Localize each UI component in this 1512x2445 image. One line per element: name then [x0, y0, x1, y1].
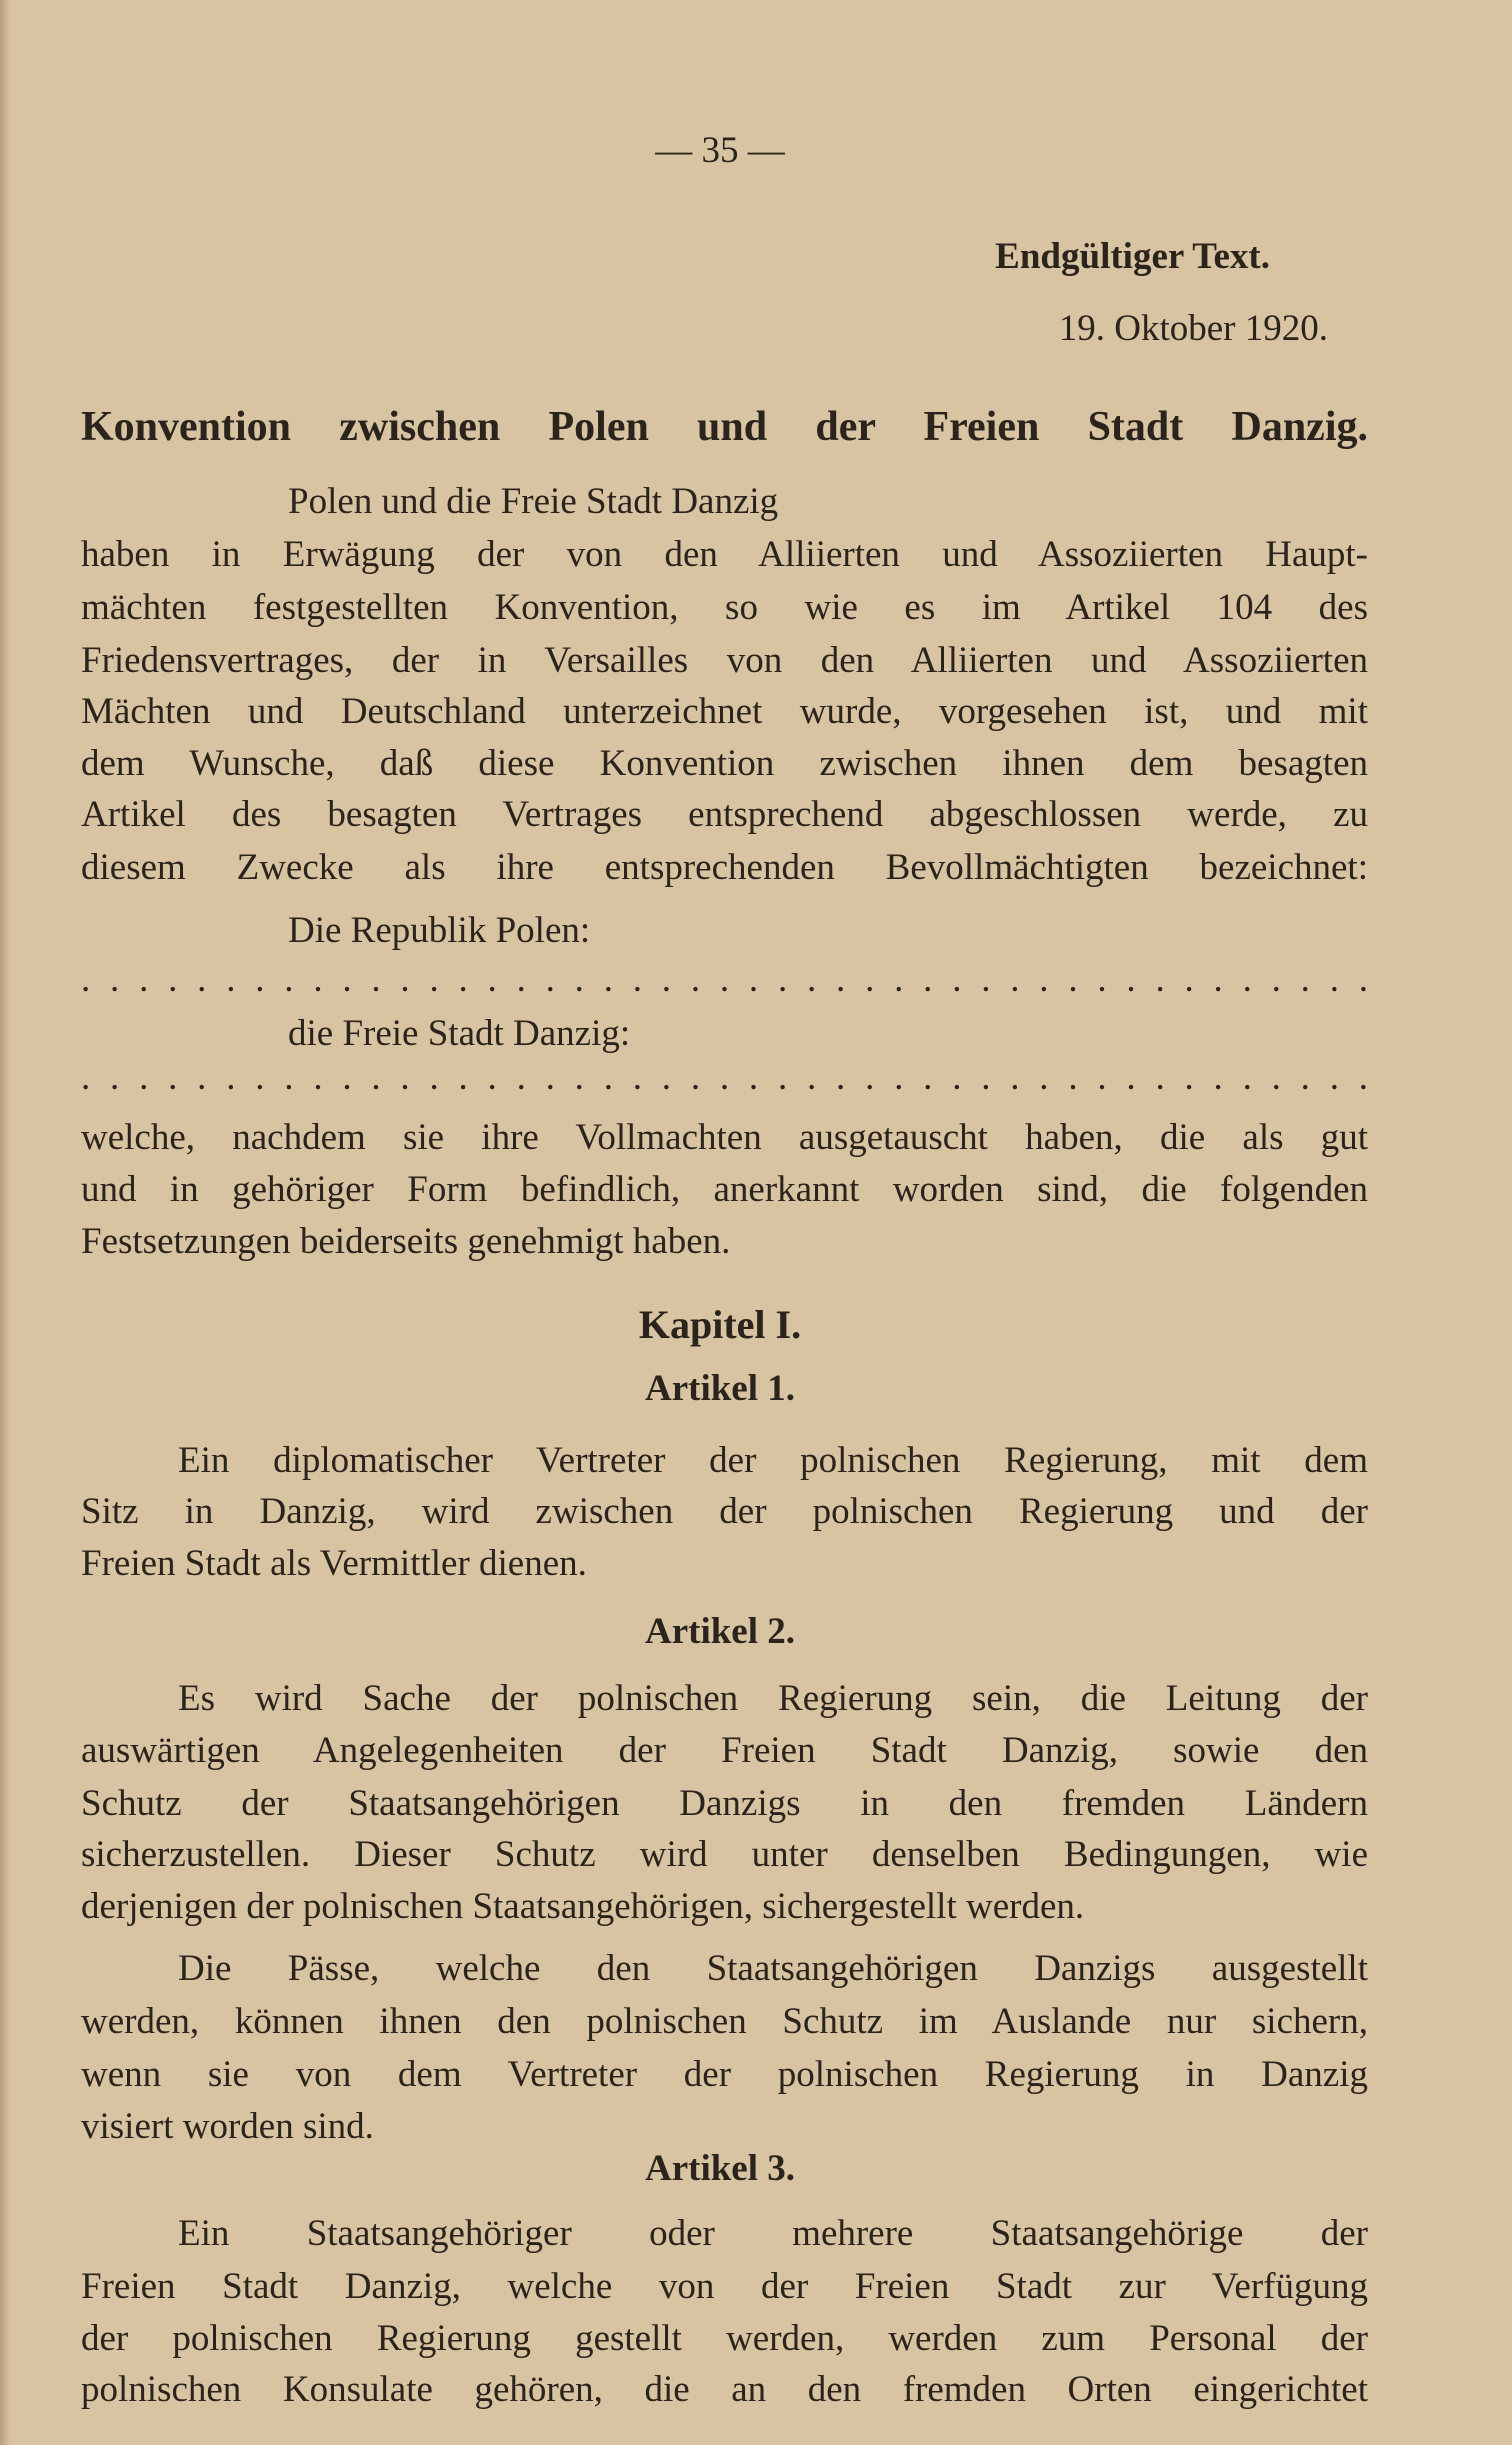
preamble-line: Polen und die Freie Stadt Danzig: [288, 481, 779, 522]
preamble-line: Friedensvertrages, der in Versailles von den Alliierten und Assoziierten: [81, 640, 1368, 681]
article-line: Ein Staatsangehöriger oder mehrere Staatsangehörige der: [178, 2213, 1368, 2254]
article-line: sicherzustellen. Dieser Schutz wird unter denselben Bedingungen, wie: [81, 1834, 1368, 1875]
article-line: werden, können ihnen den polnischen Schutz im Auslande nur sichern,: [81, 2001, 1368, 2042]
article-line: wenn sie von dem Vertreter der polnischen Regierung in Danzig: [81, 2054, 1368, 2095]
article-line: Ein diplomatischer Vertreter der polnischen Regierung, mit dem: [178, 1440, 1368, 1481]
closing-line: und in gehöriger Form befindlich, anerkannt worden sind, die folgenden: [81, 1169, 1368, 1210]
article-heading: Artikel 2.: [644, 1611, 796, 1652]
preamble-line: diesem Zwecke als ihre entsprechenden Bevollmächtigten bezeichnet:: [81, 847, 1368, 888]
party-poland: Die Republik Polen:: [288, 910, 591, 951]
document-date: 19. Oktober 1920.: [1058, 308, 1328, 349]
article-line: Freien Stadt Danzig, welche von der Freien Stadt zur Verfügung: [81, 2266, 1368, 2307]
article-line: derjenigen der polnischen Staatsangehörigen, sichergestellt werden.: [81, 1886, 1085, 1927]
preamble-line: haben in Erwägung der von den Alliierten und Assoziierten Haupt-: [81, 534, 1368, 575]
preamble-line: Mächten und Deutschland unterzeichnet wurde, vorgesehen ist, und mit: [81, 691, 1368, 732]
article-heading: Artikel 3.: [644, 2148, 796, 2189]
article-line: Sitz in Danzig, wird zwischen der polnischen Regierung und der: [81, 1491, 1368, 1532]
article-line: polnischen Konsulate gehören, die an den fremden Orten eingerichtet: [81, 2369, 1368, 2410]
document-title: Konvention zwischen Polen und der Freien Stadt Danzig.: [81, 404, 1368, 450]
dotted-line: . . . . . . . . . . . . . . . . . . . . . . . . . . . . . . . . . . . . . . . . . . . . .: [81, 1057, 1368, 1098]
closing-line: Festsetzungen beiderseits genehmigt haben.: [81, 1221, 731, 1262]
chapter-heading: Kapitel I.: [638, 1302, 802, 1347]
party-danzig: die Freie Stadt Danzig:: [288, 1013, 631, 1054]
article-line: Schutz der Staatsangehörigen Danzigs in den fremden Ländern: [81, 1783, 1368, 1824]
article-heading: Artikel 1.: [644, 1368, 796, 1409]
dotted-line: . . . . . . . . . . . . . . . . . . . . . . . . . . . . . . . . . . . . . . . . . . . . .: [81, 959, 1368, 1000]
document-status: Endgültiger Text.: [995, 236, 1270, 277]
page-edge: [0, 0, 10, 2445]
article-line: Freien Stadt als Vermittler dienen.: [81, 1543, 587, 1584]
article-line: der polnischen Regierung gestellt werden, werden zum Personal der: [81, 2318, 1368, 2359]
article-line: Es wird Sache der polnischen Regierung sein, die Leitung der: [178, 1678, 1368, 1719]
preamble-line: mächten festgestellten Konvention, so wie es im Artikel 104 des: [81, 587, 1368, 628]
article-line: visiert worden sind.: [81, 2106, 374, 2147]
article-line: auswärtigen Angelegenheiten der Freien Stadt Danzig, sowie den: [81, 1730, 1368, 1771]
preamble-line: Artikel des besagten Vertrages entsprechend abgeschlossen werde, zu: [81, 794, 1368, 835]
article-line: Die Pässe, welche den Staatsangehörigen Danzigs ausgestellt: [178, 1948, 1368, 1989]
closing-line: welche, nachdem sie ihre Vollmachten ausgetauscht haben, die als gut: [81, 1117, 1368, 1158]
preamble-line: dem Wunsche, daß diese Konvention zwischen ihnen dem besagten: [81, 743, 1368, 784]
page-number: — 35 —: [655, 130, 785, 171]
